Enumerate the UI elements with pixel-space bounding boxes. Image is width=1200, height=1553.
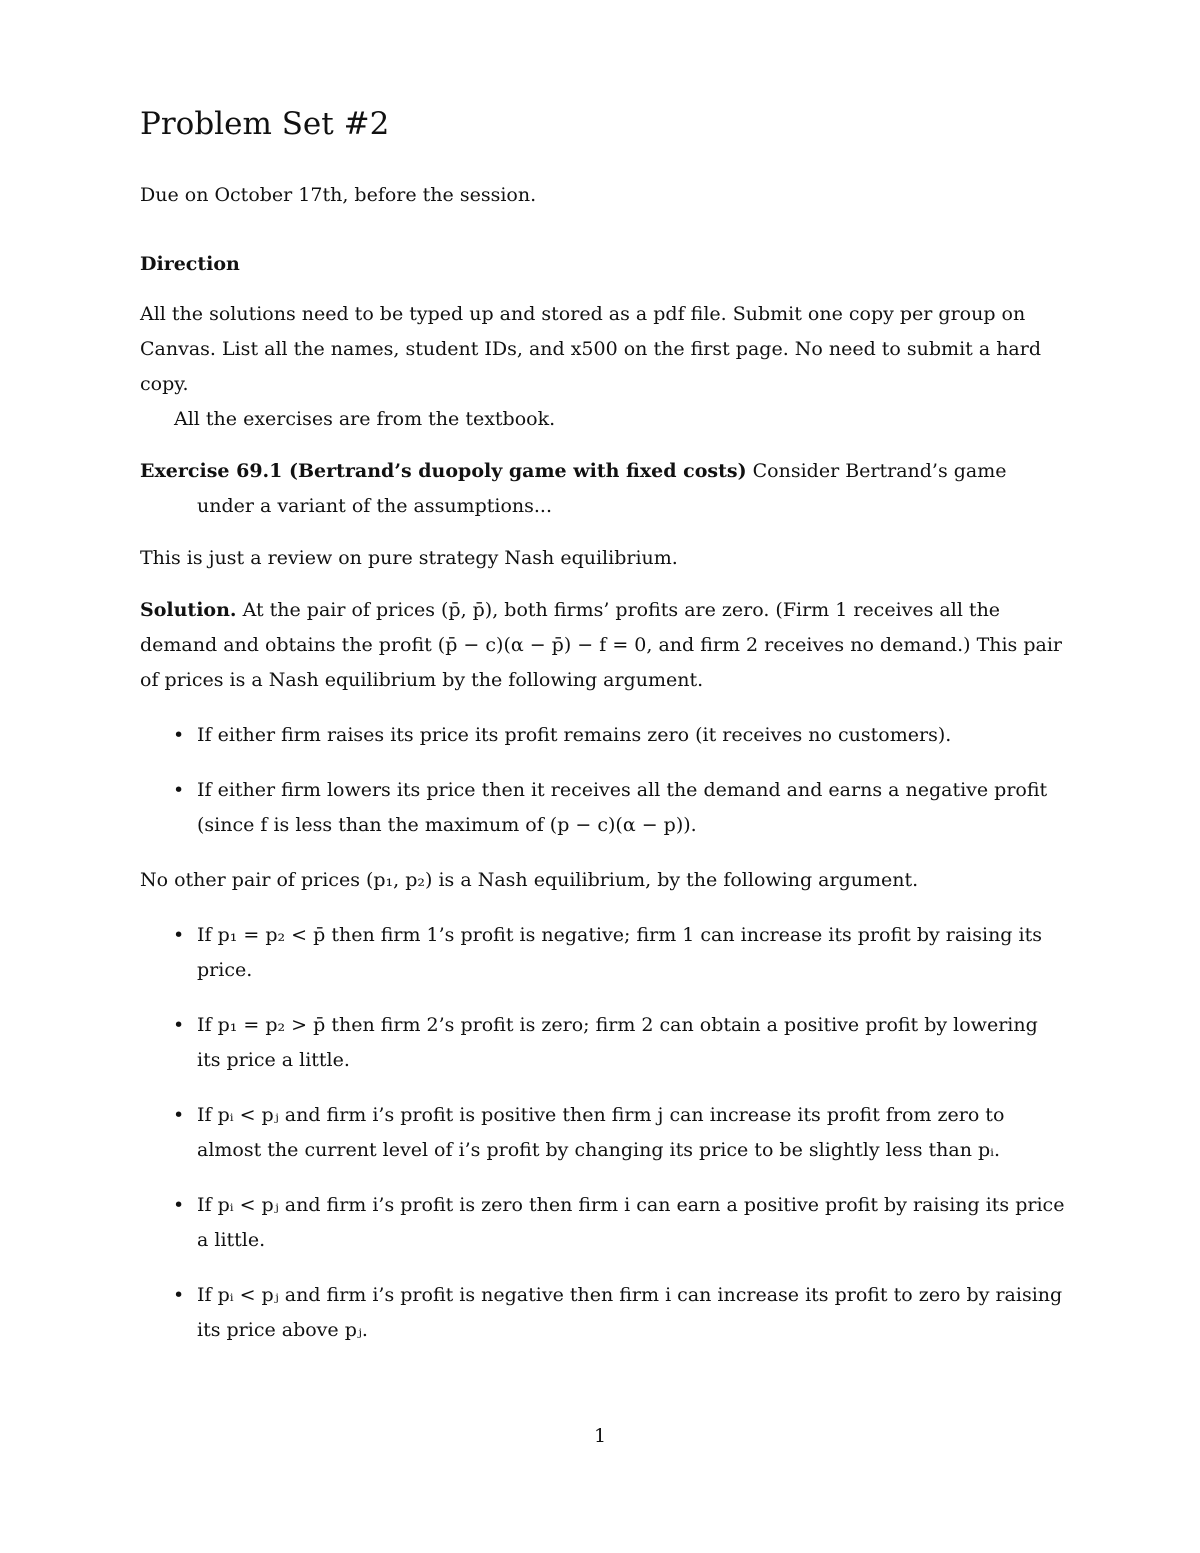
direction-heading: Direction <box>140 253 240 275</box>
list-item: • If p₁ = p₂ > p̄ then firm 2’s profit is zero; firm 2 can obtain a positive profit by lowering its price a little. <box>140 1008 1065 1078</box>
non-equilibrium-argument-list <box>140 918 1065 1348</box>
review-note: This is just a review on pure strategy Nash equilibrium. <box>140 547 678 569</box>
bullet-icon: • <box>173 1014 185 1036</box>
bullet-icon: • <box>173 724 185 746</box>
solution-paragraph <box>140 593 1065 698</box>
due-date: Due on October 17th, before the session. <box>140 184 537 206</box>
bullet-icon: • <box>173 1194 185 1216</box>
bullet-icon: • <box>173 779 185 801</box>
list-item: • If either firm lowers its price then it receives all the demand and earns a negative profit (since f is less than the maximum of (p − c)(α − p)). <box>140 773 1065 843</box>
list-item: • If either firm raises its price its profit remains zero (it receives no customers). <box>140 718 1065 753</box>
direction-paragraph: All the solutions need to be typed up and stored as a pdf file. Submit one copy per group on Canvas. List all the names, student IDs, and x500 on the first page. No need to submit a hard copy. <box>140 303 1042 395</box>
list-item: • If p₁ = p₂ < p̄ then firm 1’s profit is negative; firm 1 can increase its profit by raising its price. <box>140 918 1065 988</box>
document-page <box>140 100 1065 1368</box>
page-title: Problem Set #2 <box>140 106 390 142</box>
equilibrium-argument-list <box>140 718 1065 843</box>
list-item: • If pᵢ < pⱼ and firm i’s profit is negative then firm i can increase its profit to zero by raising its price above pⱼ. <box>140 1278 1065 1348</box>
solution-text: At the pair of prices (p̄, p̄), both firms’ profits are zero. (Firm 1 receives all the demand and obtains the profit (p̄ − c)(α − p̄) − f = 0, and firm 2 receives no demand.) This pair of prices is a Nash equilibrium by the following argument. <box>140 599 1063 691</box>
bullet-icon: • <box>173 1104 185 1126</box>
bullet-icon: • <box>173 924 185 946</box>
other-pairs-paragraph: No other pair of prices (p₁, p₂) is a Nash equilibrium, by the following argument. <box>140 869 919 891</box>
solution-label: Solution. <box>140 599 237 621</box>
exercise-label: Exercise 69.1 (Bertrand’s duopoly game with fixed costs) <box>140 460 747 482</box>
exercise-header <box>140 454 1065 524</box>
direction-note: All the exercises are from the textbook. <box>174 408 556 430</box>
page-number: 1 <box>593 1425 607 1447</box>
bullet-icon: • <box>173 1284 185 1306</box>
exercise-text: Consider Bertrand’s game under a variant of the assumptions... <box>197 460 1007 517</box>
list-item: • If pᵢ < pⱼ and firm i’s profit is positive then firm j can increase its profit from zero to almost the current level of i’s profit by changing its price to be slightly less than pᵢ. <box>140 1098 1065 1168</box>
list-item: • If pᵢ < pⱼ and firm i’s profit is zero then firm i can earn a positive profit by raising its price a little. <box>140 1188 1065 1258</box>
